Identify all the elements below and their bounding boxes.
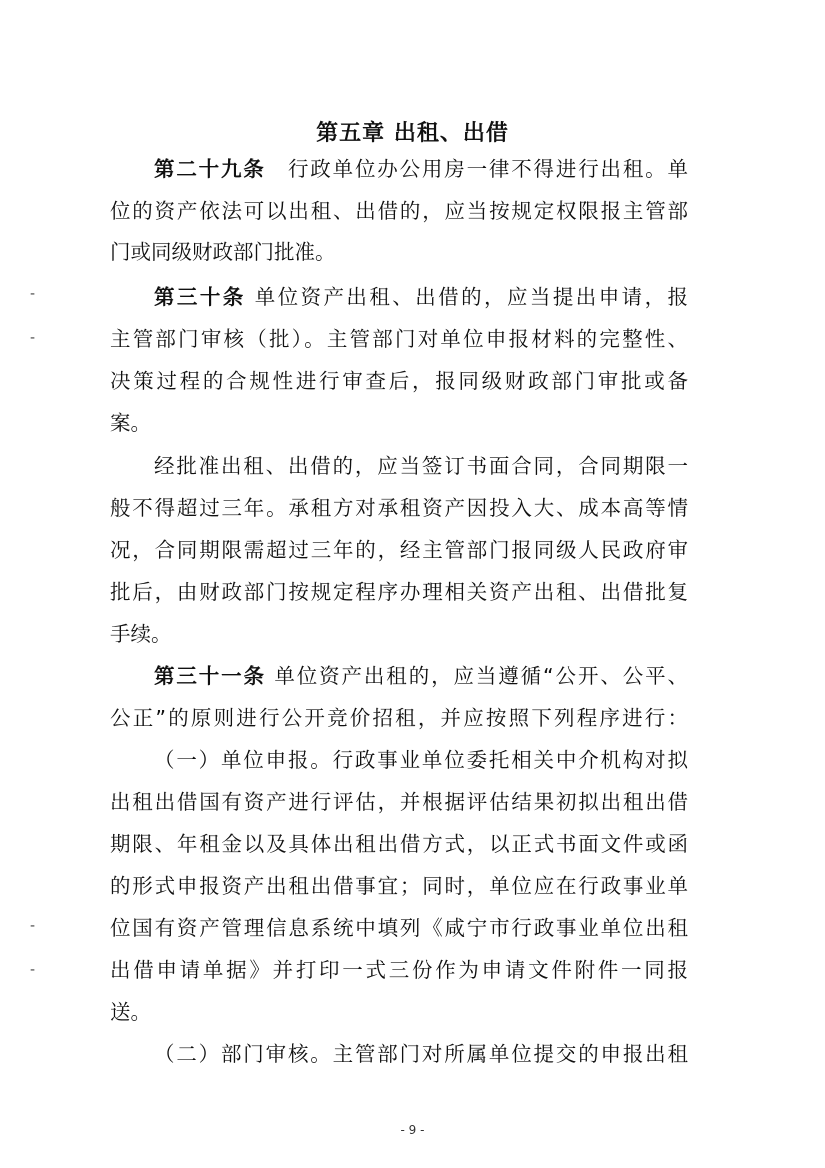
line-5 (110, 325, 688, 353)
page-number: - 9 - (400, 1123, 425, 1137)
line-6 (110, 367, 688, 395)
line-4 (154, 283, 688, 311)
line-15 (154, 746, 688, 774)
line-22 (154, 1040, 688, 1068)
article-heading: 第二十九条 (154, 157, 266, 181)
line-9 (110, 494, 688, 522)
line-2 (110, 197, 688, 225)
line-11 (110, 578, 688, 606)
line-text: 批后，由财政部门按规定程序办理相关资产出租、出借批复 (110, 580, 688, 604)
chapter-title: 第五章 出租、出借 (316, 121, 509, 146)
margin-mark: - (30, 962, 36, 978)
line-16 (110, 788, 688, 816)
line-text: 的形式申报资产出租出借事宜；同时，单位应在行政事业单 (110, 874, 688, 898)
line-8 (154, 452, 688, 480)
line-text: 单位资产出租、出借的，应当提出申请，报 (245, 285, 689, 309)
line-text: 出借申请单据》并打印一式三份作为申请文件附件一同报 (110, 958, 688, 982)
line-text: 主管部门审核（批）。主管部门对单位申报材料的完整性、 (110, 327, 688, 351)
article-heading: 第三十一条 (154, 664, 266, 688)
line-text: 单位资产出租的，应当遵循“公开、公平、 (265, 664, 688, 688)
line-text: （二）部门审核。主管部门对所属单位提交的申报出租 (154, 1042, 688, 1066)
line-1 (154, 155, 688, 183)
line-18 (110, 872, 688, 900)
margin-mark: - (30, 286, 36, 302)
line-3 (110, 238, 688, 266)
line-text: 案。 (110, 411, 151, 435)
line-20 (110, 956, 688, 984)
line-text: 行政单位办公用房一律不得进行出租。单 (265, 157, 689, 181)
line-text: 期限、年租金以及具体出租出借方式，以正式书面文件或函 (110, 832, 688, 856)
line-text: 位国有资产管理信息系统中填列《咸宁市行政事业单位出租 (110, 916, 688, 940)
line-text: 手续。 (110, 622, 172, 646)
line-text: 经批准出租、出借的，应当签订书面合同，合同期限一 (154, 454, 688, 478)
line-text: 况，合同期限需超过三年的，经主管部门报同级人民政府审 (110, 538, 688, 562)
line-text: 位的资产依法可以出租、出借的，应当按规定权限报主管部 (110, 199, 688, 223)
article-heading: 第三十条 (154, 285, 246, 309)
line-14 (110, 704, 688, 732)
line-text: 公正”的原则进行公开竞价招租，并应按照下列程序进行： (110, 706, 688, 730)
line-13 (154, 662, 688, 690)
line-text: 般不得超过三年。承租方对承租资产因投入大、成本高等情 (110, 496, 688, 520)
line-19 (110, 914, 688, 942)
line-text: 出租出借国有资产进行评估，并根据评估结果初拟出租出借 (110, 790, 688, 814)
line-text: 门或同级财政部门批准。 (110, 240, 336, 264)
line-text: 送。 (110, 1000, 151, 1024)
line-text: （一）单位申报。行政事业单位委托相关中介机构对拟 (154, 748, 688, 772)
line-7 (110, 409, 688, 437)
margin-mark: - (30, 330, 36, 346)
line-21 (110, 998, 688, 1026)
line-text: 决策过程的合规性进行审查后，报同级财政部门审批或备 (110, 369, 688, 393)
line-10 (110, 536, 688, 564)
line-12 (110, 620, 688, 648)
margin-mark: - (30, 918, 36, 934)
line-17 (110, 830, 688, 858)
